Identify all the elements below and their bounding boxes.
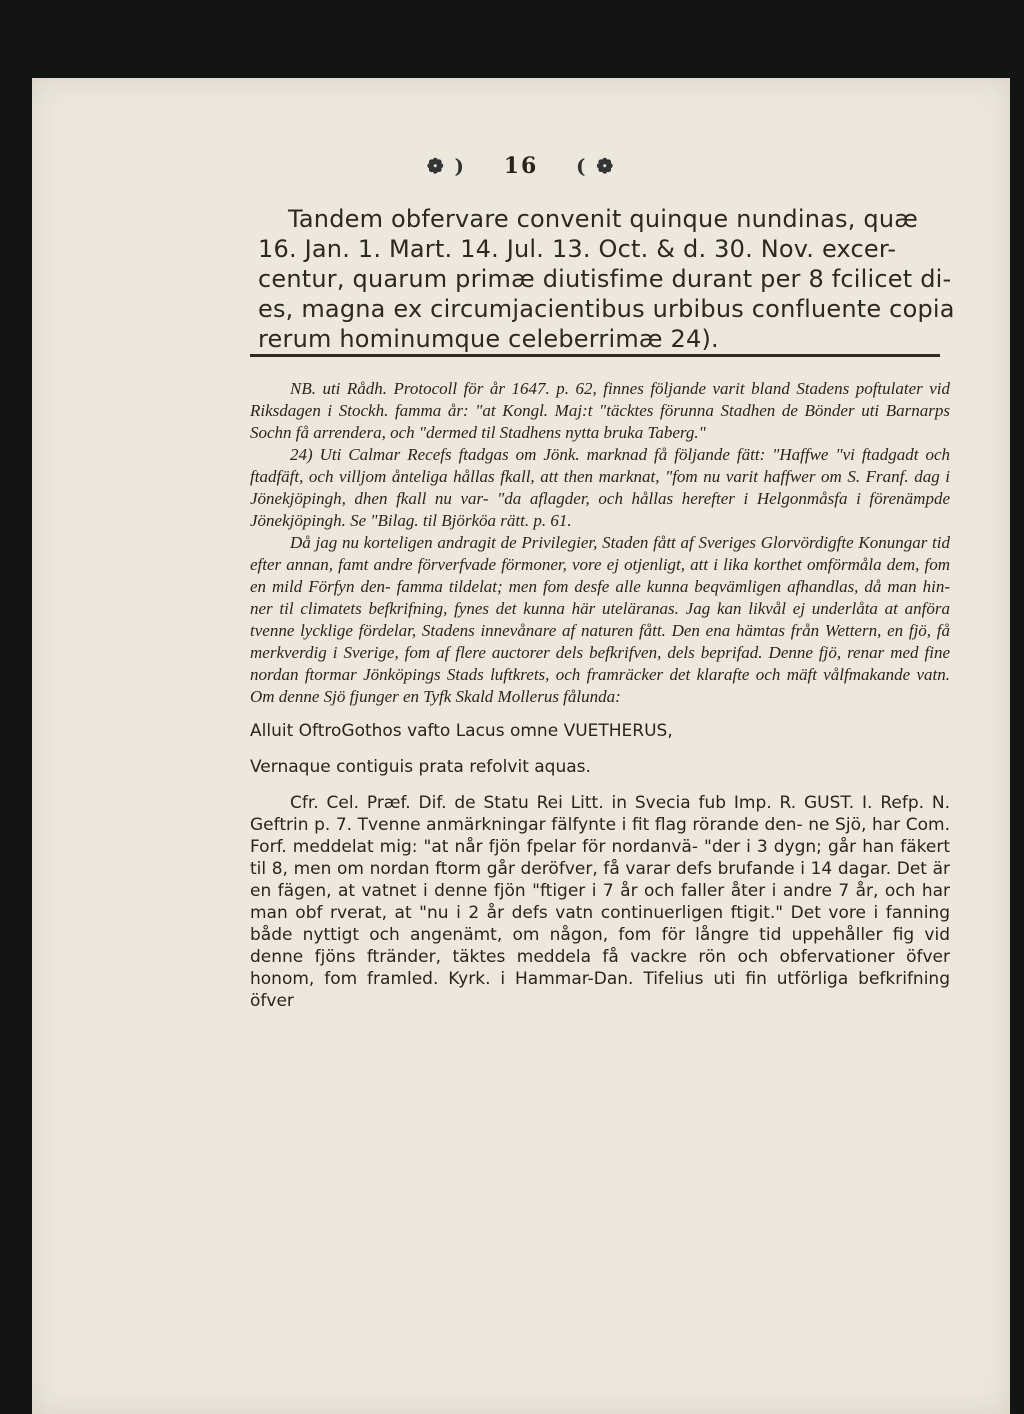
page-number: 16 [503, 153, 539, 179]
verse-line-1: Alluit OftroGothos vafto Lacus omne VUETHERUS, [250, 721, 673, 741]
body-line: rerum hominumque celeberrimæ 24). [258, 325, 719, 353]
right-ornament: ( ❁ [575, 154, 616, 178]
note-24: 24) Uti Calmar Recefs ftadgas om Jönk. marknad få följande fätt: "Haffwe "vi ftadgadt och ftadfäft, och villjom ånteliga hållas fkall, att then marknat, "fom nu varit haffwer om S. Franf. dag i Jönekjöpingh, dhen fkall nu var- "da aflagder, och hållas herefter i Helgonmåsfa i förenämpde Jönekjöpingh. Se "Bilag. til Björköa rätt. p. 61. [250, 445, 950, 530]
divider-rule [250, 354, 940, 357]
footnotes [250, 378, 950, 1012]
body-line: 16. Jan. 1. Mart. 14. Jul. 13. Oct. & d. 30. Nov. excer- [258, 235, 897, 263]
note-privileges: Då jag nu korteligen andragit de Privilegier, Staden fått af Sveriges Glorvördigfte Konungar tid efter annan, famt andre förverfvade förmoner, vore ej otjenligt, att i lika korthet omförmåla dem, fom en mild Förfyn den- famma tildelat; men fom desfe alle kunna beqvämligen afhandlas, då man hin- ner til climatets befkrifning, fynes det kunna här uteläranas. Jag kan likvål ej underlåta at anföra tvenne lycklige fördelar, Stadens innevånare af naturen fått. Den ena hämtas från Wettern, en fjö, få merkverdig i Sverige, fom af flere auctorer dels befkrifven, dels beprifad. Denne fjö, renar med fine nordan ftormar Jönköpings Stads luftkrets, och framräcker det klarafte och mäft vålfmakande vatn. Om denne Sjö fjunger en Tyfk Skald Mollerus fålunda: [250, 533, 950, 706]
book-page [32, 78, 1010, 1414]
body-line: Tandem obfervare convenit quinque nundinas, quæ [288, 205, 919, 233]
verse-line-2: Vernaque contiguis prata refolvit aquas. [250, 757, 591, 777]
page-header [32, 153, 1010, 179]
note-nb: NB. uti Rådh. Protocoll för år 1647. p. 62, finnes följande varit bland Stadens poftulater vid Riksdagen i Stockh. famma år: "at Kongl. Maj:t "täcktes förunna Stadhen de Bönder uti Barnarps Sochn få arrendera, och "dermed til Stadhens nytta bruka Taberg." [250, 379, 950, 442]
body-line: centur, quarum primæ diutisfime durant per 8 fcilicet di- [258, 265, 952, 293]
body-line: es, magna ex circumjacientibus urbibus confluente copia [258, 295, 955, 323]
main-paragraph [258, 204, 958, 354]
note-cfr: Cfr. Cel. Præf. Dif. de Statu Rei Litt. in Svecia fub Imp. R. GUST. I. Refp. N. Geftrin p. 7. Tvenne anmärkningar fälfynte i fit flag rörande den- ne Sjö, har Com. Forf. meddelat mig: "at når fjön fpelar för nordanvä- "der i 3 dygn; går han fäkert til 8, men om nordan ftorm går deröfver, få varar defs brufande i 14 dagar. Det är en fägen, at vatnet i denne fjön "ftiger i 7 år och faller åter i andre 7 år, och har man obf rverat, at "nu i 2 år defs vatn continuerligen ftigit." Det vore i fanning både nyttigt och angenämt, om någon, fom för långre tid uppehåller fig vid denne fjöns ftränder, täktes meddela få vackre rön och obfervationer öfver honom, fom framled. Kyrk. i Hammar-Dan. Tifelius uti fin utförliga befkrifning öfver [250, 793, 950, 1011]
left-ornament: ❁ ) [426, 154, 467, 178]
